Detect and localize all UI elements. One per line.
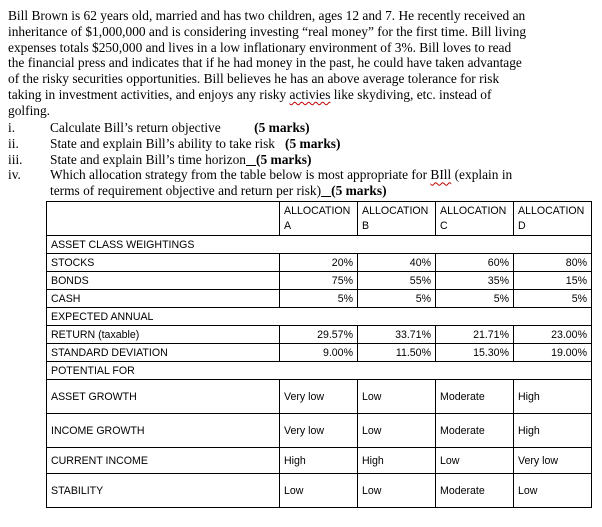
table-cell: 29.57% [280,326,358,344]
question-text-part: Which allocation strategy from the table below is most appropriate for [50,167,431,183]
table-cell: 19.00% [514,344,592,362]
table-cell: Very low [514,448,592,474]
table-row [47,474,592,508]
case-line: inheritance of $1,000,000 and is considering investing “real money” for the first time. Bill living [8,23,527,39]
case-line: golfing. [8,102,51,118]
column-header-letter: B [362,219,370,232]
table-cell: Low [358,380,436,414]
question-gap [275,136,285,152]
column-header-word: ALLOCATION [362,204,429,217]
table-cell: Low [280,474,358,508]
table-cell: High [514,414,592,448]
question-number: iii. [8,151,23,167]
question-text: State and explain Bill’s ability to take risk [50,135,275,151]
question-gap [221,120,254,136]
row-label: STOCKS [47,254,280,272]
table-cell: 5% [358,290,436,308]
table-cell: 33.71% [358,326,436,344]
table-cell: Moderate [436,414,514,448]
table-cell: Low [358,474,436,508]
question-marks: (5 marks) [331,183,387,199]
table-cell: Very low [280,380,358,414]
table-cell: 40% [358,254,436,272]
table-cell: 9.00% [280,344,358,362]
allocation-table [46,201,592,508]
section-row [47,362,592,380]
section-row [47,308,592,326]
question-item-continuation [8,183,596,199]
question-text: terms of requirement objective and return per risk) [50,183,322,199]
table-cell: 60% [436,254,514,272]
table-cell: High [358,448,436,474]
row-label: RETURN (taxable) [47,326,280,344]
misspelled-word: activies [289,86,331,102]
table-header-blank [47,202,280,236]
table-cell: 21.71% [436,326,514,344]
case-line: Bill Brown is 62 years old, married and has two children, ages 12 and 7. He recently received an [8,8,526,23]
question-item [8,152,596,168]
column-header-word: ALLOCATION [518,204,585,217]
table-cell: Very low [280,414,358,448]
section-label: POTENTIAL FOR [47,362,592,380]
table-cell: 35% [436,272,514,290]
table-header-row [47,202,592,236]
question-text: Calculate Bill’s return objective [50,120,221,135]
table-cell: Moderate [436,380,514,414]
column-header-a [280,202,358,236]
table-cell: 5% [436,290,514,308]
row-label: BONDS [47,272,280,290]
question-list [8,120,596,199]
table-cell: Low [436,448,514,474]
misspelled-word: BIll [430,167,452,183]
case-line: the financial press and indicates that if he had money in the past, he could have taken advantage [8,55,522,71]
table-cell: 80% [514,254,592,272]
question-number: i. [8,120,16,135]
table-cell: 5% [514,290,592,308]
question-marks: (5 marks) [254,120,310,135]
row-label: ASSET GROWTH [47,380,280,414]
column-header-d [514,202,592,236]
row-label: STANDARD DEVIATION [47,344,280,362]
column-header-word: ALLOCATION [284,204,351,217]
table-cell: 75% [280,272,358,290]
question-item [8,136,596,152]
table-cell: 15% [514,272,592,290]
section-row [47,236,592,254]
case-line: expenses totals $250,000 and lives in a low inflationary environment of 3%. Bill loves to read [8,39,512,55]
question-marks: (5 marks) [285,135,341,151]
case-line [8,87,596,103]
column-header-b [358,202,436,236]
column-header-letter: C [440,219,448,232]
column-header-c [436,202,514,236]
question-marks: (5 marks) [256,151,312,167]
row-label: STABILITY [47,474,280,508]
row-label: CASH [47,290,280,308]
table-cell: 11.50% [358,344,436,362]
table-row [47,344,592,362]
column-header-word: ALLOCATION [440,204,507,217]
table-cell: Moderate [436,474,514,508]
table-cell: 23.00% [514,326,592,344]
table-row [47,290,592,308]
table-row [47,254,592,272]
case-line-text: taking in investment activities, and enjoys any risky [8,86,290,102]
table-row [47,272,592,290]
case-description [8,8,596,119]
case-line-text: like skydiving, etc. instead of [330,86,492,102]
column-header-letter: A [284,219,292,232]
row-label: INCOME GROWTH [47,414,280,448]
table-row [47,448,592,474]
question-text [50,167,512,183]
table-row [47,414,592,448]
section-label: EXPECTED ANNUAL [47,308,592,326]
table-cell: 5% [280,290,358,308]
table-cell: Low [358,414,436,448]
question-number: iv. [8,167,21,183]
question-gap [246,152,256,168]
section-label: ASSET CLASS WEIGHTINGS [47,236,592,254]
question-text-part: (explain in [451,167,513,183]
table-cell: High [514,380,592,414]
table-cell: High [280,448,358,474]
table-row [47,380,592,414]
question-text: State and explain Bill’s time horizon [50,151,246,167]
question-item [8,167,596,183]
table-row [47,326,592,344]
table-cell: 55% [358,272,436,290]
question-item [8,120,596,136]
case-line: of the risky securities opportunities. Bill believes he has an above average tolerance for risk [8,71,500,87]
table-cell: 15.30% [436,344,514,362]
question-gap [321,183,331,199]
table-cell: 20% [280,254,358,272]
table-cell: Low [514,474,592,508]
row-label: CURRENT INCOME [47,448,280,474]
question-number: ii. [8,135,19,151]
column-header-letter: D [518,219,526,232]
